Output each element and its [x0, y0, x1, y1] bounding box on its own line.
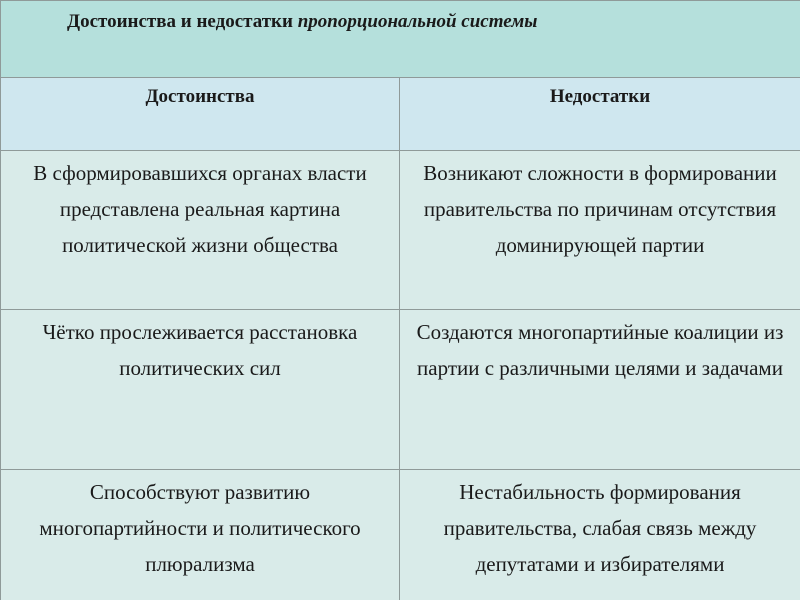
table-row	[1, 151, 800, 310]
disadvantage-cell: Создаются многопартийные коалиции из партии с различными целями и задачами	[400, 310, 800, 470]
disadvantage-cell: Возникают сложности в формировании правительства по причинам отсутствия доминирующей партии	[400, 151, 800, 310]
advantage-cell: В сформировавшихся органах власти представлена реальная картина политической жизни общества	[1, 151, 400, 310]
column-header-disadvantages: Недостатки	[400, 78, 800, 151]
header-row	[1, 78, 800, 151]
advantage-cell: Чётко прослеживается расстановка политических сил	[1, 310, 400, 470]
table-title	[1, 1, 800, 78]
column-header-advantages: Достоинства	[1, 78, 400, 151]
table-row	[1, 310, 800, 470]
title-italic-text: пропорциональной системы	[297, 11, 538, 32]
advantage-cell: Способствуют развитию многопартийности и политического плюрализма	[1, 470, 400, 600]
title-row	[1, 1, 800, 78]
table-row	[1, 470, 800, 600]
title-normal-text: Достоинства и недостатки	[67, 11, 298, 32]
disadvantage-cell: Нестабильность формирования правительства, слабая связь между депутатами и избирателями	[400, 470, 800, 600]
